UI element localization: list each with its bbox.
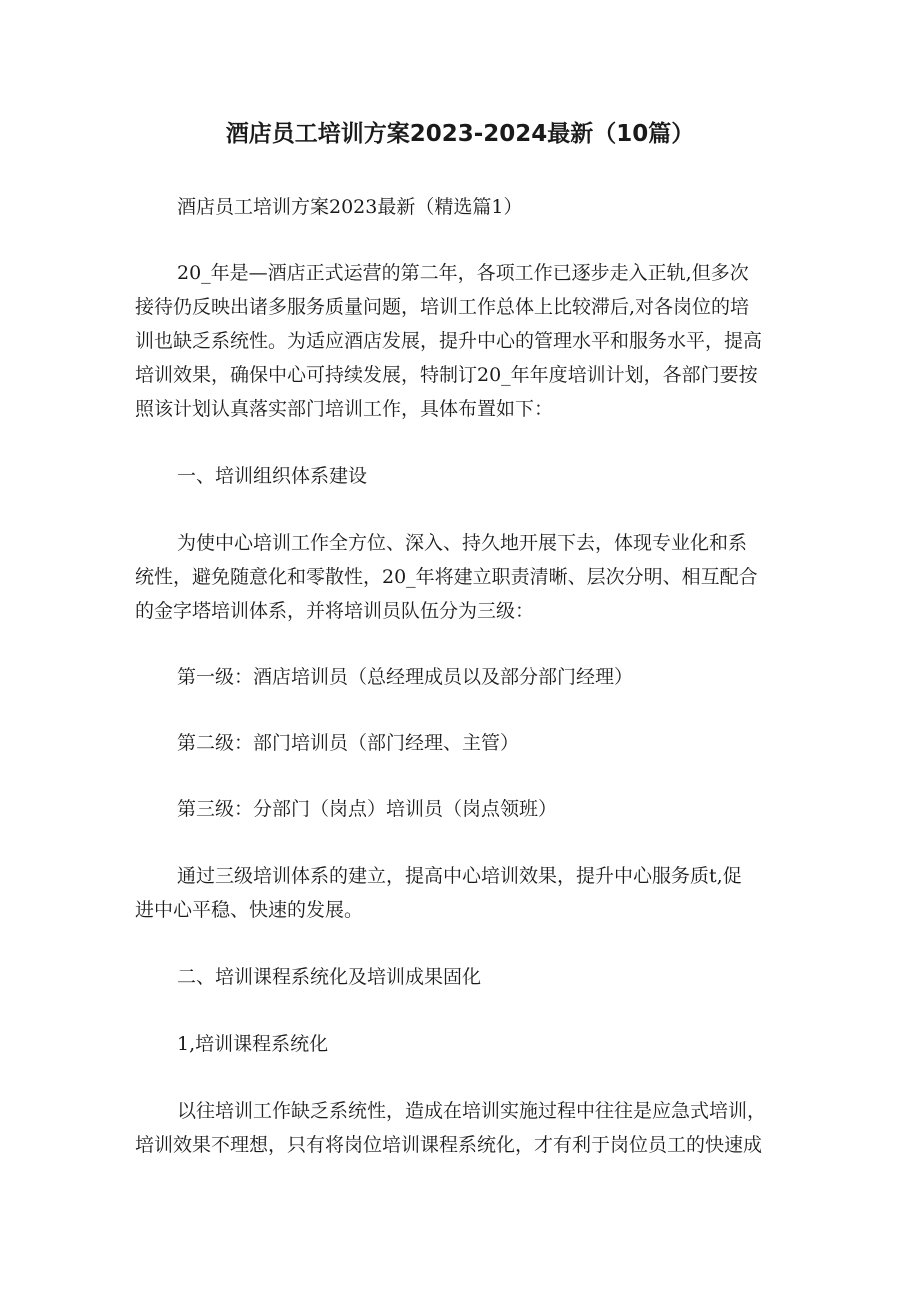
document-title: 酒店员工培训方案2023-2024最新（10篇） (225, 121, 695, 147)
paragraph-line: 的金字塔培训体系，并将培训员队伍分为三级： (135, 600, 535, 622)
section-heading: 一、培训组织体系建设 (177, 465, 368, 487)
paragraph-line: 为使中心培训工作全方位、深入、持久地开展下去，体现专业化和系 (177, 532, 748, 554)
paragraph-line: 进中心平稳、快速的发展。 (135, 899, 364, 921)
section-heading: 二、培训课程系统化及培训成果固化 (177, 966, 482, 988)
level-item: 第三级：分部门（岗点）培训员（岗点领班） (177, 798, 558, 820)
paragraph-line: 以往培训工作缺乏系统性，造成在培训实施过程中往往是应急式培训， (177, 1100, 767, 1122)
section-subtitle: 酒店员工培训方案2023最新（精选篇1） (177, 196, 523, 218)
paragraph-line: 接待仍反映出诸多服务质量问题，培训工作总体上比较滞后,对各岗位的培 (135, 296, 750, 318)
subsection-heading: 1,培训课程系统化 (177, 1033, 329, 1055)
paragraph-line: 20_年是—酒店正式运营的第二年，各项工作已逐步走入正轨,但多次 (177, 262, 749, 284)
paragraph-line: 统性，避免随意化和零散性，20_年将建立职责清晰、层次分明、相互配合 (135, 566, 758, 588)
paragraph-line: 培训效果不理想，只有将岗位培训课程系统化，才有利于岗位员工的快速成 (135, 1134, 763, 1156)
paragraph-line: 通过三级培训体系的建立，提高中心培训效果，提升中心服务质t,促 (177, 865, 742, 887)
paragraph-line: 培训效果，确保中心可持续发展，特制订20_年年度培训计划，各部门要按 (135, 364, 758, 386)
paragraph-line: 训也缺乏系统性。为适应酒店发展，提升中心的管理水平和服务水平，提高 (135, 330, 763, 352)
level-item: 第二级：部门培训员（部门经理、主管） (177, 732, 520, 754)
level-item: 第一级：酒店培训员（总经理成员以及部分部门经理） (177, 666, 634, 688)
paragraph-line: 照该计划认真落实部门培训工作，具体布置如下： (135, 398, 554, 420)
